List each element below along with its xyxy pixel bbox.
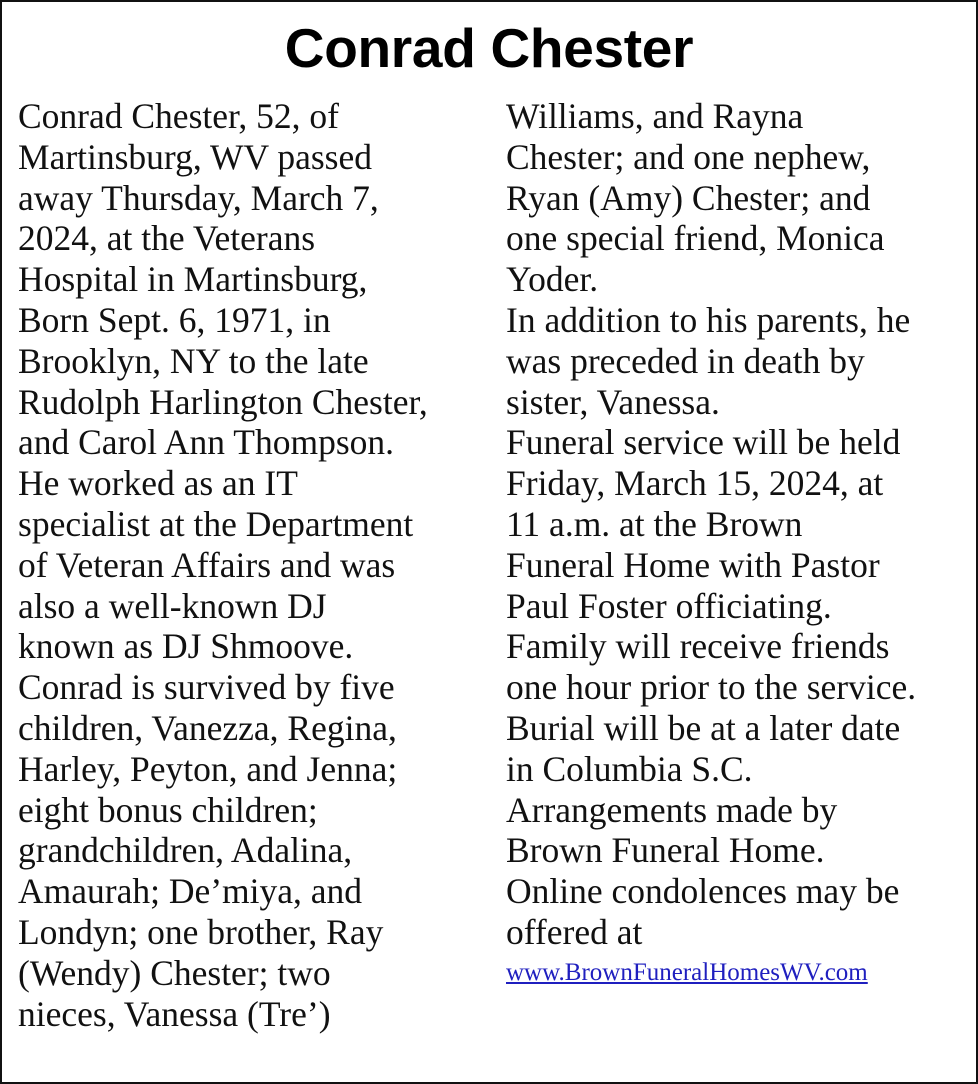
left-text-column: [18, 96, 498, 1034]
text-line: offered at: [506, 911, 643, 952]
text-line: specialist at the Department: [18, 503, 414, 544]
text-line: Conrad Chester, 52, of: [18, 96, 339, 136]
funeral-home-website-link[interactable]: www.BrownFuneralHomesWV.com: [506, 958, 868, 986]
text-line: (Wendy) Chester; two: [18, 952, 331, 993]
right-text-column: [506, 96, 972, 994]
text-line: Paul Foster officiating.: [506, 585, 832, 626]
obituary-title: Conrad Chester: [284, 17, 694, 79]
text-line: Online condolences may be: [506, 871, 900, 912]
text-line: also a well-known DJ: [18, 585, 327, 626]
text-line: known as DJ Shmoove.: [18, 626, 354, 667]
text-line: Friday, March 15, 2024, at: [506, 463, 884, 504]
text-line: Brooklyn, NY to the late: [18, 340, 369, 381]
text-line: one hour prior to the service.: [506, 667, 917, 708]
text-line: Arrangements made by: [506, 789, 838, 830]
text-line: Amaurah; De’miya, and: [18, 871, 363, 912]
text-line: of Veteran Affairs and was: [18, 544, 396, 585]
text-line: Family will receive friends: [506, 626, 890, 667]
text-line: Martinsburg, WV passed: [18, 136, 372, 177]
text-line: away Thursday, March 7,: [18, 177, 379, 218]
text-line: In addition to his parents, he: [506, 299, 911, 340]
text-line: Funeral service will be held: [506, 422, 901, 463]
text-line: Londyn; one brother, Ray: [18, 911, 384, 952]
text-line: and Carol Ann Thompson.: [18, 422, 395, 463]
text-line: eight bonus children;: [18, 789, 318, 830]
text-line: Williams, and Rayna: [506, 96, 804, 136]
text-line: Hospital in Martinsburg,: [18, 259, 368, 300]
text-line: Chester; and one nephew,: [506, 136, 871, 177]
text-line: 11 a.m. at the Brown: [506, 503, 803, 544]
text-line: Brown Funeral Home.: [506, 830, 825, 871]
text-line: was preceded in death by: [506, 340, 865, 381]
text-line: Born Sept. 6, 1971, in: [18, 299, 331, 340]
text-line: Harley, Peyton, and Jenna;: [18, 748, 398, 789]
text-line: 2024, at the Veterans: [18, 218, 316, 259]
text-line: Rudolph Harlington Chester,: [18, 381, 428, 422]
text-line: children, Vanezza, Regina,: [18, 707, 397, 748]
text-line: Burial will be at a later date: [506, 707, 901, 748]
text-line: Conrad is survived by five: [18, 667, 395, 708]
text-line: nieces, Vanessa (Tre’): [18, 993, 331, 1034]
text-line: grandchildren, Adalina,: [18, 830, 353, 871]
text-line: Funeral Home with Pastor: [506, 544, 880, 585]
text-line: in Columbia S.C.: [506, 748, 753, 789]
text-line: one special friend, Monica: [506, 218, 885, 259]
text-line: Yoder.: [506, 259, 599, 300]
text-line: Ryan (Amy) Chester; and: [506, 177, 871, 218]
text-line: He worked as an IT: [18, 463, 298, 504]
text-line: sister, Vanessa.: [506, 381, 720, 422]
